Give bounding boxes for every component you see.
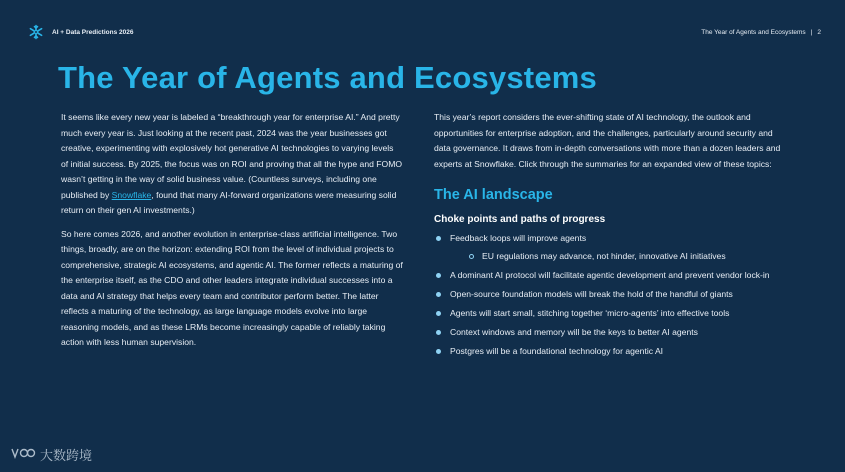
- snowflake-link[interactable]: Snowflake: [111, 189, 152, 200]
- topic-item[interactable]: [434, 306, 784, 322]
- page-header: [28, 24, 821, 40]
- watermark: [10, 445, 92, 464]
- brand: [28, 24, 133, 40]
- separator: |: [810, 28, 813, 36]
- topic-item[interactable]: [434, 268, 784, 284]
- sub-topic-label: EU regulations may advance, not hinder, innovative AI initiatives: [482, 250, 726, 261]
- topic-list: [434, 231, 784, 360]
- p1-text-a: It seems like every new year is labeled a “breakthrough year for enterprise AI.” And pretty much every year is. Just looking at the recent past, 2024 was the year businesses got creative, experimenting with explosively hot generative AI technologies to varying levels of initial success. By 2025, the focus was on ROI and proving that all the hype and FOMO wasn’t getting in the way of solid business value. (Countless surveys, including one published by: [61, 112, 403, 200]
- topic-label: Context windows and memory will be the keys to better AI agents: [450, 327, 698, 337]
- section-name: The Year of Agents and Ecosystems: [701, 28, 806, 36]
- watermark-text: 大数跨境: [40, 448, 93, 463]
- topic-label: Open-source foundation models will break the hold of the handful of giants: [450, 289, 733, 299]
- topic-item[interactable]: [434, 325, 784, 341]
- topic-item[interactable]: [434, 287, 784, 303]
- snowflake-logo-icon: [28, 24, 44, 40]
- sub-topic-item[interactable]: [466, 249, 784, 265]
- page-number: 2: [817, 28, 821, 36]
- right-column: [434, 110, 784, 363]
- topic-label: A dominant AI protocol will facilitate agentic development and prevent vendor lock-in: [450, 270, 770, 280]
- brand-label: AI + Data Predictions 2026: [52, 28, 134, 36]
- left-column: [61, 110, 403, 359]
- p1-text-b: , found that many AI-forward organizations were measuring solid return on their gen AI investments.): [61, 189, 397, 215]
- topic-item[interactable]: [434, 344, 784, 360]
- topic-item[interactable]: [434, 231, 784, 264]
- section-heading: The AI landscape: [434, 187, 553, 203]
- topic-label: Feedback loops will improve agents: [450, 233, 587, 243]
- sub-topic-list: [450, 249, 784, 265]
- subheading: Choke points and paths of progress: [434, 213, 606, 225]
- intro-paragraph-1: [61, 110, 403, 219]
- page-reference: [701, 29, 821, 36]
- topic-label: Agents will start small, stitching together ‘micro-agents’ into effective tools: [450, 308, 730, 318]
- topic-label: Postgres will be a foundational technology for agentic AI: [450, 346, 664, 356]
- intro-paragraph-2: So here comes 2026, and another evolution in enterprise-class artificial intelligence. Two things, broadly, are on the horizon: extending ROI from the level of individual projects to comprehensive, strategic AI ecosystems, and agentic AI. The former reflects a maturing of the enterprise itself, as the CDO and other leaders integrate individual successes into a data and AI strategy that helps every team and contributor perform better. The latter reflects a maturing of the technology, as large language models evolve into large reasoning models, and as these LRMs become increasingly capable of reliably taking action with less human supervision.: [61, 228, 403, 347]
- report-intro: This year’s report considers the ever-shifting state of AI technology, the outlook and opportunities for enterprise adoption, and the challenges, particularly around security and data governance. It draws from in-depth conversations with more than a dozen leaders and experts at Snowflake. Click through the summaries for an expanded view of these topics:: [434, 112, 781, 169]
- page-title: The Year of Agents and Ecosystems: [58, 60, 597, 95]
- logo-icon: [10, 446, 36, 463]
